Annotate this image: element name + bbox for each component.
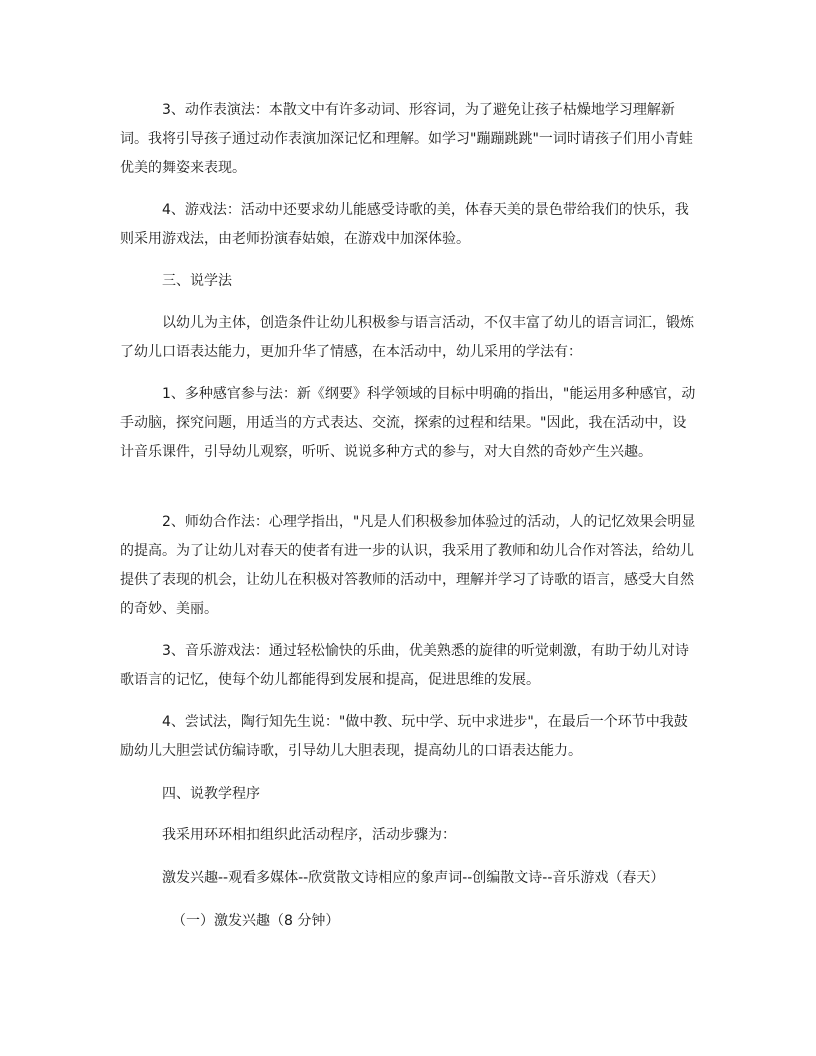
subheading-stimulate-interest: （一）激发兴趣（8 分钟） [172,913,340,929]
section-heading-teaching-procedure: 四、说教学程序 [162,786,260,802]
paragraph-activity-steps: 激发兴趣--观看多媒体--欣赏散文诗相应的象声词--创编散文诗--音乐游戏（春天） [162,870,665,886]
paragraph-multi-sense: 1、多种感官参与法：新《纲要》科学领域的目标中明确的指出，"能运用多种感官，动手动脑，探究问题，用适当的方式表达、交流，探索的过程和结果。"因此，我在活动中，设计音乐课件，引导幼儿观察，听听、说说多种方式的参与，对大自然的奇妙产生兴趣。 [120,386,696,460]
paragraph-game-method: 4、游戏法：活动中还要求幼儿能感受诗歌的美，体春天美的景色带给我们的快乐，我则采用游戏法，由老师扮演春姑娘，在游戏中加深体验。 [120,202,689,247]
paragraph-procedure-intro: 我采用环环相扣组织此活动程序，活动步骤为： [162,827,456,843]
paragraph-cooperation: 2、师幼合作法：心理学指出，"凡是人们积极参加体验过的活动，人的记忆效果会明显的提高。为了让幼儿对春天的使者有进一步的认识，我采用了教师和幼儿合作对答法，给幼儿提供了表现的机会，让幼儿在积极对答教师的活动中，理解并学习了诗歌的语言，感受大自然的奇妙、美丽。 [120,514,696,617]
paragraph-learning-intro: 以幼儿为主体，创造条件让幼儿积极参与语言活动，不仅丰富了幼儿的语言词汇，锻炼了幼儿口语表达能力，更加升华了情感，在本活动中，幼儿采用的学法有： [120,315,694,360]
paragraph-trial-method: 4、尝试法，陶行知先生说："做中教、玩中学、玩中求进步"，在最后一个环节中我鼓励幼儿大胆尝试仿编诗歌，引导幼儿大胆表现，提高幼儿的口语表达能力。 [120,714,688,759]
section-heading-learning-method: 三、说学法 [162,273,232,289]
paragraph-action-performance: 3、动作表演法：本散文中有许多动词、形容词，为了避免让孩子枯燥地学习理解新词。我将引导孩子通过动作表演加深记忆和理解。如学习"蹦蹦跳跳"一词时请孩子们用小青蛙优美的舞姿来表现。 [120,102,693,176]
paragraph-music-game: 3、音乐游戏法：通过轻松愉快的乐曲，优美熟悉的旋律的听觉刺激，有助于幼儿对诗歌语言的记忆，使每个幼儿都能得到发展和提高，促进思维的发展。 [120,643,689,688]
